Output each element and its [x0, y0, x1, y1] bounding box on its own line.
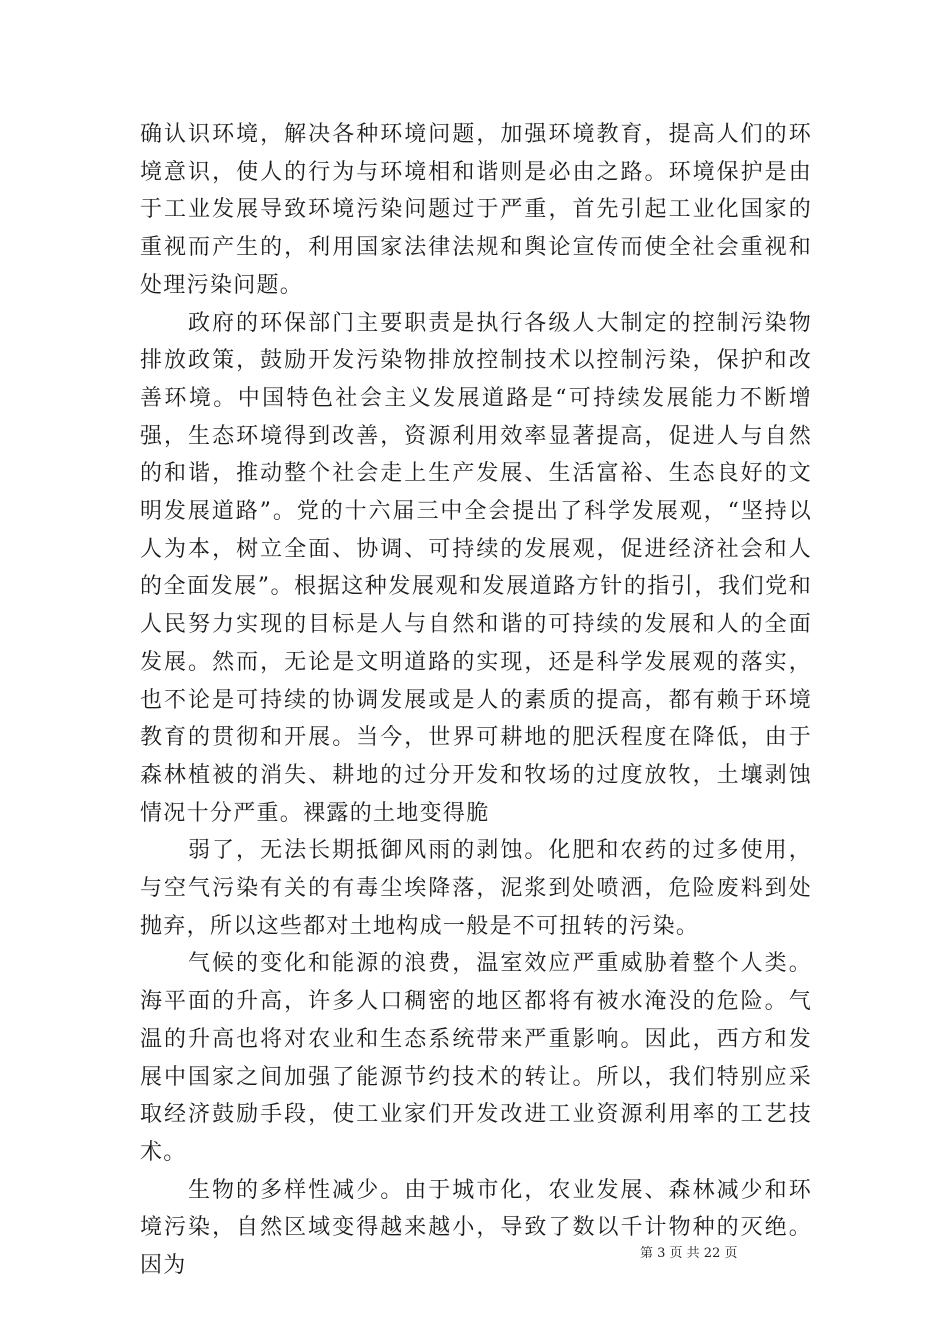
paragraph-4: 气候的变化和能源的浪费，温室效应严重威胁着整个人类。海平面的升高，许多人口稠密的地区都将有被水淹没的危险。气温的升高也将对农业和生态系统带来严重影响。因此，西方和发展中国家之间加强了能源节约技术的转让。所以，我们特别应采取经济鼓励手段，使工业家们开发改进工业资源利用率的工艺技术。	[140, 951, 812, 1165]
paragraph-1: 确认识环境，解决各种环境问题，加强环境教育，提高人们的环境意识，使人的行为与环境相和谐则是必由之路。环境保护是由于工业发展导致环境污染问题过于严重，首先引起工业化国家的重视而产生的，利用国家法律法规和舆论宣传而使全社会重视和处理污染问题。	[140, 122, 812, 298]
paragraph-2: 政府的环保部门主要职责是执行各级人大制定的控制污染物排放政策，鼓励开发污染物排放控制技术以控制污染，保护和改善环境。中国特色社会主义发展道路是“可持续发展能力不断增强，生态环境得到改善，资源利用效率显著提高，促进人与自然的和谐，推动整个社会走上生产发展、生活富裕、生态良好的文明发展道路”。党的十六届三中全会提出了科学发展观，“坚持以人为本，树立全面、协调、可持续的发展观，促进经济社会和人的全面发展”。根据这种发展观和发展道路方针的指引，我们党和人民努力实现的目标是人与自然和谐的可持续的发展和人的全面发展。然而，无论是文明道路的实现，还是科学发展观的落实，也不论是可持续的协调发展或是人的素质的提高，都有赖于环境教育的贯彻和开展。当今，世界可耕地的肥沃程度在降低，由于森林植被的消失、耕地的过分开发和牧场的过度放牧，土壤剥蚀情况十分严重。裸露的土地变得脆	[140, 310, 812, 826]
page-number: 第 3 页 共 22 页	[640, 1246, 738, 1261]
body-text	[140, 116, 812, 1285]
paragraph-3: 弱了，无法长期抵御风雨的剥蚀。化肥和农药的过多使用，与空气污染有关的有毒尘埃降落，泥浆到处喷洒，危险废料到处抛弃，所以这些都对土地构成一般是不可扭转的污染。	[140, 838, 812, 939]
paragraph-5: 生物的多样性减少。由于城市化，农业发展、森林减少和环境污染，自然区域变得越来越小，导致了数以千计物种的灭绝。因为	[140, 1177, 812, 1279]
